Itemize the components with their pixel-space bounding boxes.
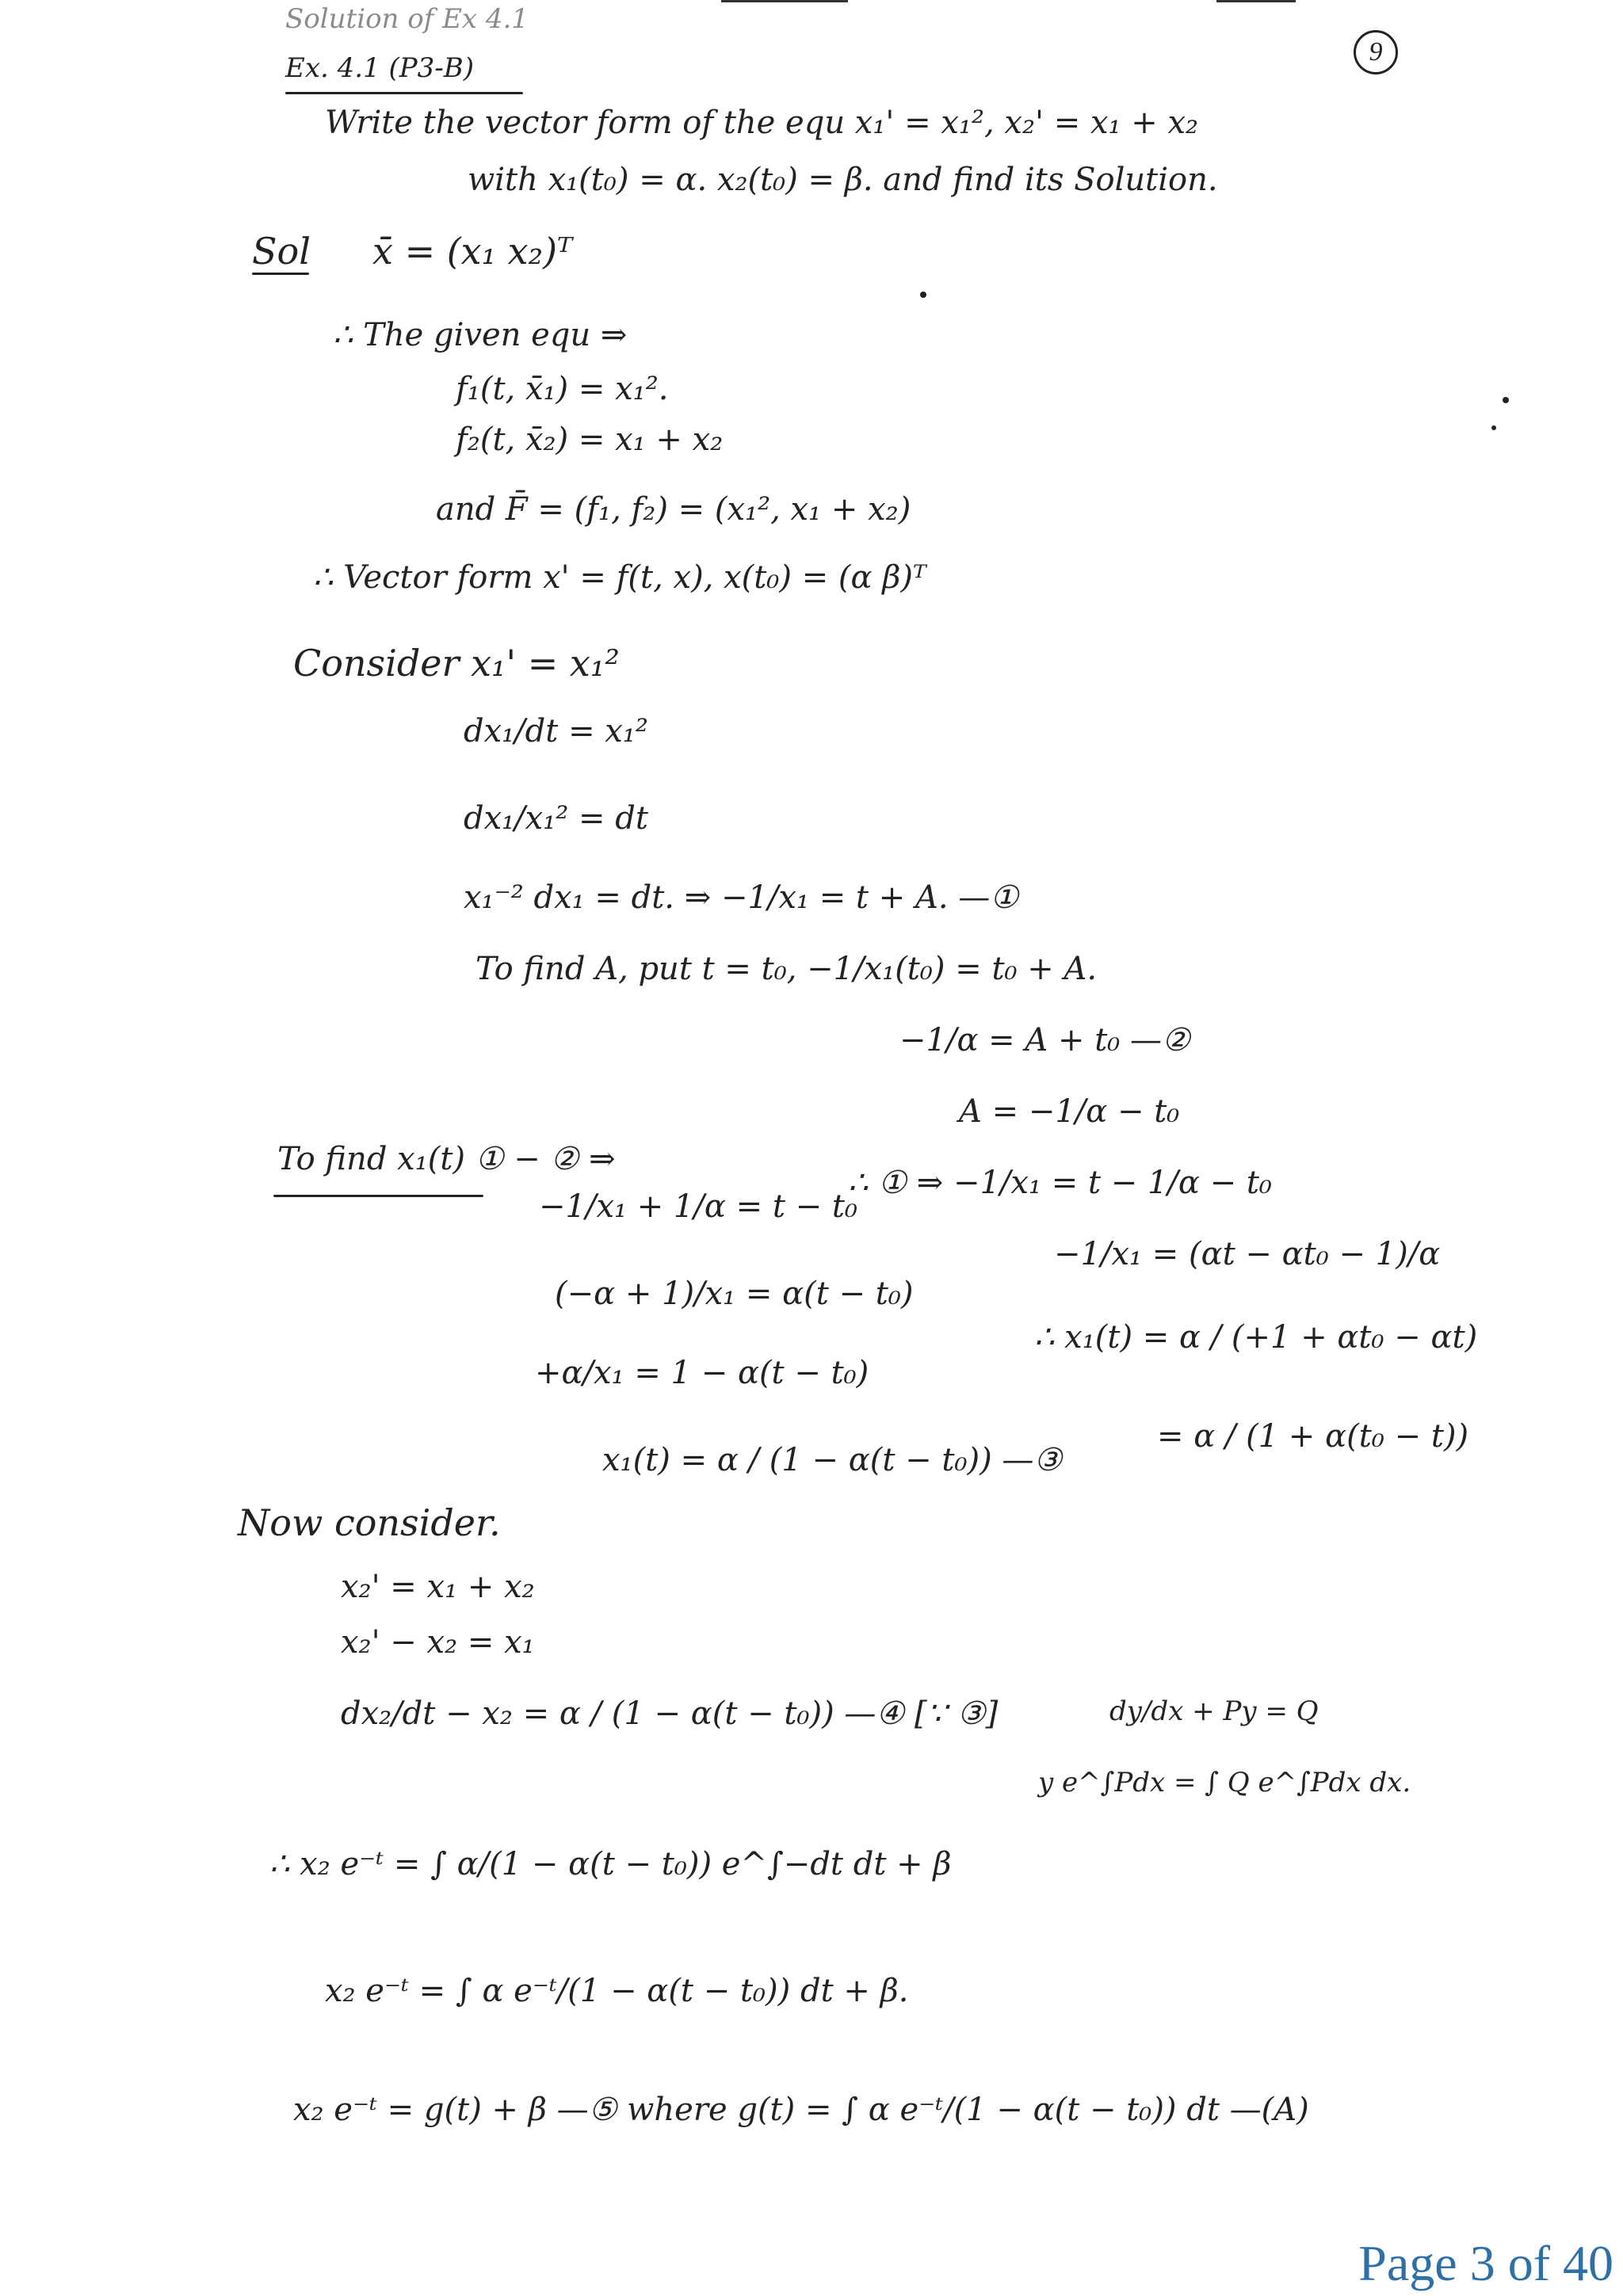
solution-line: f₁(t, x̄₁) = x₁². [456, 371, 669, 407]
solution-line: = α / (1 + α(t₀ − t)) [1157, 1418, 1469, 1455]
solution-line: f₂(t, x̄₂) = x₁ + x₂ [456, 421, 724, 458]
solution-line: To find x₁(t) ① − ② ⇒ [277, 1141, 616, 1177]
solution-line: x₂' − x₂ = x₁ [341, 1624, 535, 1661]
solution-line: ∴ Vector form x' = f(t, x), x(t₀) = (α β)ᵀ [313, 559, 926, 596]
solution-line: dy/dx + Py = Q [1109, 1695, 1319, 1727]
solution-line: −1/α = A + t₀ —② [899, 1022, 1190, 1058]
solution-line: x̄ = (x₁ x₂)ᵀ [372, 230, 573, 273]
solution-line: Consider x₁' = x₁² [293, 642, 620, 685]
sol-label: Sol [252, 230, 311, 273]
problem-line-1: Write the vector form of the equ x₁' = x₁², x₂' = x₁ + x₂ [325, 105, 1199, 141]
solution-line: A = −1/α − t₀ [959, 1093, 1180, 1130]
solution-line: (−α + 1)/x₁ = α(t − t₀) [555, 1276, 914, 1312]
solution-line: x₁(t) = α / (1 − α(t − t₀)) —③ [602, 1442, 1063, 1478]
problem-line-2: with x₁(t₀) = α. x₂(t₀) = β. and find its Solution. [468, 162, 1218, 198]
solution-line: x₂ e⁻ᵗ = g(t) + β —⑤ where g(t) = ∫ α e⁻ᵗ/(1 − α(t − t₀)) dt —(A) [293, 2092, 1309, 2128]
page-counter: Page 3 of 40 [1358, 2235, 1613, 2291]
solution-line: x₂' = x₁ + x₂ [341, 1569, 535, 1605]
page-number-circle: 9 [1354, 30, 1398, 74]
solution-line: Now consider. [238, 1501, 501, 1544]
solution-line: ∴ x₁(t) = α / (+1 + αt₀ − αt) [1034, 1319, 1478, 1356]
solution-line: dx₁/x₁² = dt [464, 800, 648, 837]
header-line-1: Solution of Ex 4.1 [285, 3, 529, 35]
solution-line: dx₂/dt − x₂ = α / (1 − α(t − t₀)) —④ [∵ ③] [341, 1695, 999, 1732]
solution-line: ∴ The given equ ⇒ [333, 317, 628, 353]
solution-line: and F̄ = (f₁, f₂) = (x₁², x₁ + x₂) [436, 491, 911, 528]
solution-line: To find A, put t = t₀, −1/x₁(t₀) = t₀ + A. [475, 951, 1098, 987]
solution-line: −1/x₁ = (αt − αt₀ − 1)/α [1054, 1236, 1441, 1272]
solution-line: ∴ ① ⇒ −1/x₁ = t − 1/α − t₀ [848, 1165, 1272, 1201]
solution-line: −1/x₁ + 1/α = t − t₀ [539, 1188, 857, 1225]
solution-line: x₁⁻² dx₁ = dt. ⇒ −1/x₁ = t + A. —① [464, 879, 1019, 916]
solution-line: y e^∫Pdx = ∫ Q e^∫Pdx dx. [1038, 1767, 1411, 1798]
solution-line: dx₁/dt = x₁² [464, 713, 648, 749]
solution-line: +α/x₁ = 1 − α(t − t₀) [535, 1355, 869, 1391]
solution-line: x₂ e⁻ᵗ = ∫ α e⁻ᵗ/(1 − α(t − t₀)) dt + β. [325, 1973, 909, 2009]
header-line-2: Ex. 4.1 (P3-B) [285, 52, 474, 84]
solution-line: ∴ x₂ e⁻ᵗ = ∫ α/(1 − α(t − t₀)) e^∫−dt dt + β [269, 1846, 952, 1882]
